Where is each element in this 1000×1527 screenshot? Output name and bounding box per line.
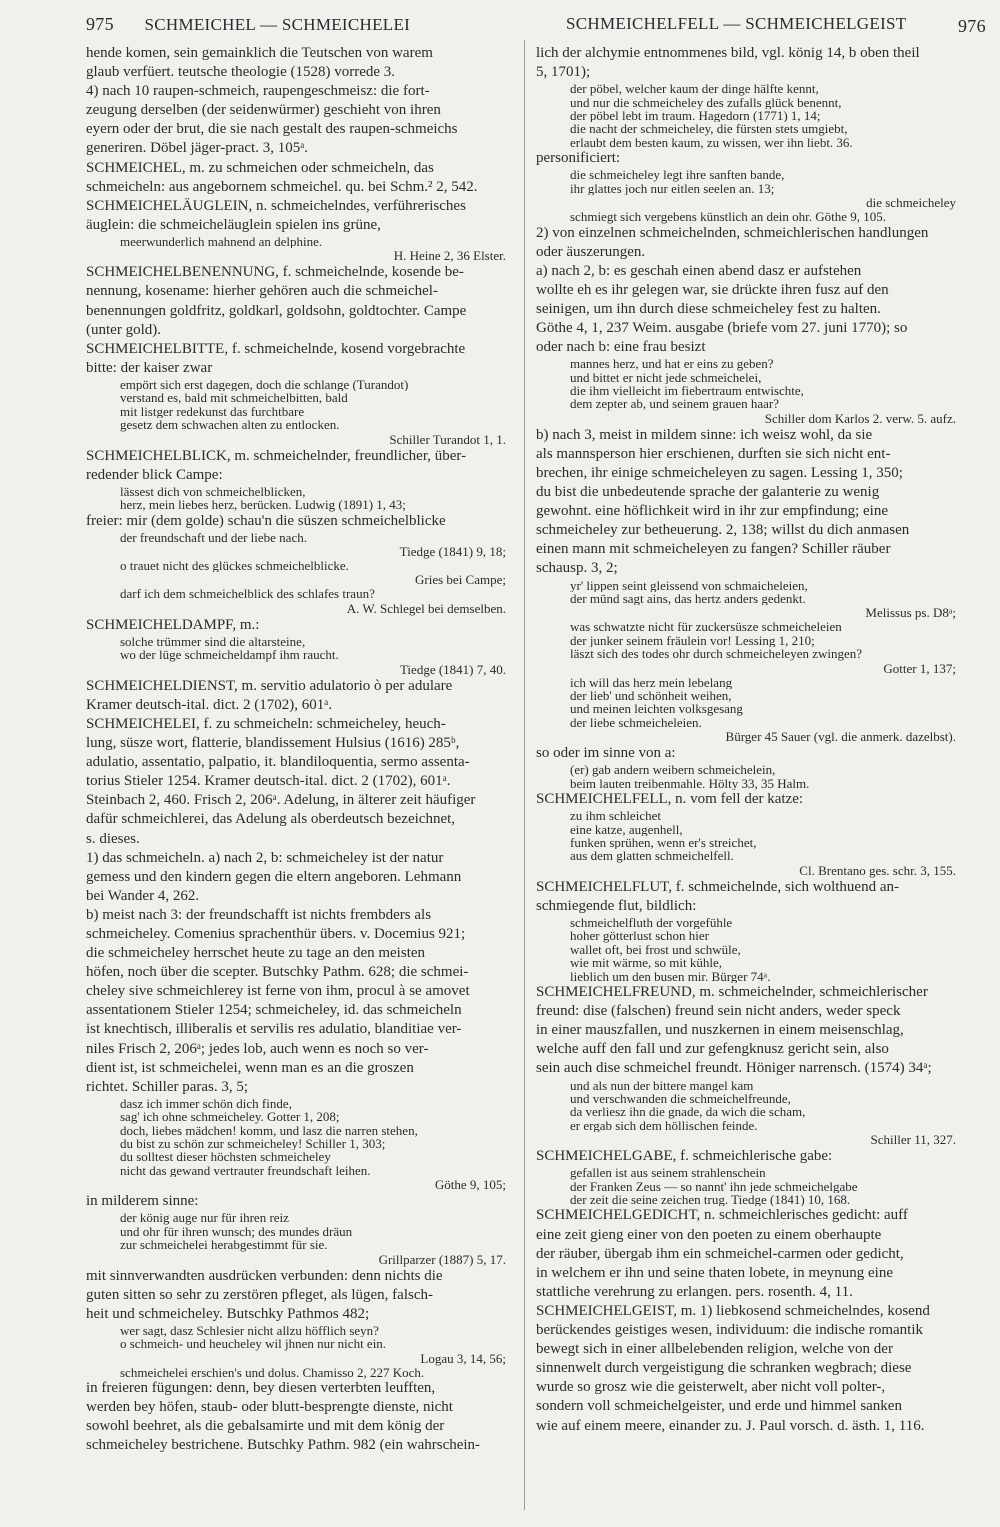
quote-line: lieblich um den busen mir. Bürger 74ᵃ. [570,969,771,984]
quote-line: der pöbel, welcher kaum der dinge hälfte kennt, [570,82,819,96]
quote-line: hoher götterlust schon hier [570,929,709,943]
quote-line: lässest dich von schmeichelblicken, [120,484,306,499]
headword-line: SCHMEICHELDAMPF, m.: [86,616,260,633]
text-line: glaub verfüert. teutsche theologie (1528) vorrede 3. [86,64,396,81]
quote-line: doch, liebes mädchen! komm, und lasz die narren stehen, [120,1123,418,1138]
quote-line: die ihm vielleicht im fiebertraum entwischte, [570,384,804,398]
text-line: (unter gold). [86,321,161,338]
headword-line: SCHMEICHELEI, f. zu schmeicheln: schmeicheley, heuch- [86,715,446,732]
source-citation: Logau 3, 14, 56; [420,1350,506,1366]
quote-line: und nur die schmeicheley des zufalls glück benennt, [570,95,842,109]
quote-line: meerwunderlich mahnend an delphine. [120,234,323,249]
text-line: wollte eh es ihr gelegen war, sie drückte ihren fusz auf den [536,281,889,298]
headword-line: SCHMEICHELBENENNUNG, f. schmeichelnde, kosende be- [86,264,464,281]
quote-intro-line: freier: mir (dem golde) schau'n die süszen schmeichelblicke [86,512,446,529]
quote-line: sag' ich ohne schmeicheley. Gotter 1, 208; [120,1110,340,1124]
quote-line: der liebe schmeicheleien. [570,715,702,730]
quote-line: schmeichelei erschien's und dolus. Chamisso 2, 227 Koch. [120,1365,425,1380]
quote-line: ihr glattes joch nur eitlen seelen an. 13; [570,181,775,196]
text-line: seinigen, um ihn durch diese schmeicheley fest zu halten. [536,300,881,317]
text-line: 2) von einzelnen schmeichelnden, schmeichlerischen handlungen [536,224,929,241]
text-line: welche auff den fall und zur gefengknusz gericht sein, also [536,1041,889,1058]
quote-line: zur schmeichelei herabgestimmt für sie. [120,1238,328,1252]
text-line: dient ist, ist schmeichelei, wenn man es an die groszen [86,1059,414,1076]
right-page-header [566,14,986,36]
quote-line: aus dem glatten schmeichelfell. [570,849,734,863]
source-citation: A. W. Schlegel bei demselben. [346,600,506,616]
text-line: heit und schmeicheley. Butschky Pathmos 482; [86,1305,370,1322]
quote-intro-line: personificiert: [536,150,621,167]
headword-line: SCHMEICHELDIENST, m. servitio adulatorio ò per adulare [86,677,453,694]
quote-line: eine katze, augenhell, [570,822,683,837]
quote-line: du solltest dieser höchsten schmeicheley [120,1150,331,1164]
text-line: mit sinnverwandten ausdrücken verbunden: denn nichts die [86,1267,443,1284]
text-line: ist knechtisch, illiberalis et servilis res adulatio, blanditiae ver- [86,1021,462,1038]
text-line: schmeicheley. Comenius sprachenthür übers. v. Docemius 921; [86,925,466,942]
headword-line: SCHMEICHEL, m. zu schmeichen oder schmeicheln, das [86,159,434,176]
headword-line: SCHMEICHELGEDICHT, n. schmeichlerisches gedicht: auff [536,1207,908,1224]
column-divider [524,40,525,1510]
text-line: brechen, ihr einige schmeicheleyen zu sagen. Lessing 1, 350; [536,465,903,481]
headword-line: SCHMEICHELFELL, n. vom fell der katze: [536,791,804,808]
quote-line: verstand es, bald mit schmeichelbitten, bald [120,391,348,405]
text-line: Steinbach 2, 460. Frisch 2, 206ᵃ. Adelung, in älterer zeit häufiger [86,792,476,809]
source-citation: Göthe 9, 105; [434,1177,506,1193]
text-line: stattliche verehrung zu erlangen. pers. rosenth. 4, 11. [536,1283,853,1300]
quote-line: der mūnd sagt ains, das hertz anders gedenkt. [570,591,806,606]
text-line: höfen, noch über die scepter. Butschky Pathm. 628; die schmei- [86,964,469,981]
text-line: wurde so grosz wie die geisterwelt, aber nicht voll polter-, [536,1379,886,1396]
quote-line: gesetz dem schwachen alten zu entlocken. [120,418,340,432]
text-line: guten sitten so sehr zu zerstören pfleget, als lügen, falsch- [86,1286,433,1303]
quote-line: beim lauten treibenmahle. Hölty 33, 35 Halm. [570,776,810,791]
quote-line: der freundschaft und der liebe nach. [120,530,307,545]
quote-line: schmeichelfluth der vorgefühle [570,916,733,930]
quote-line: wo der lüge schmeicheldampf ihm raucht. [120,648,339,662]
source-citation: Schiller dom Karlos 2. verw. 5. aufz. [764,410,956,426]
text-line: a) nach 2, b: es geschah einen abend dasz er aufstehen [536,262,862,279]
quote-line: der lieb' und schönheit weihen, [570,689,732,703]
text-line: eine zeit gieng einer von den poeten zu einem oberhaupte [536,1226,882,1243]
text-line: sein auch dise schmeichel freundt. Höniger narrensch. (1574) 34ᵃ; [536,1060,932,1077]
quote-line: schmiegt sich vergebens künstlich an dein ohr. Göthe 9, 105. [570,210,887,224]
text-line: freund: dise (falschen) freund sein nicht anders, weder speck [536,1003,901,1020]
text-line: assentationem Stieler 1254; schmeicheley, id. das schmeicheln [86,1002,462,1019]
quote-line: läszt sich des todes ohr durch schmeicheleyen zwingen? [570,647,863,661]
quote-line: da verliesz ihn die gnade, da wich die scham, [570,1105,806,1119]
text-line: schmeicheley bestrichene. Butschky Pathm. 982 (ein wahrschein- [86,1437,481,1454]
left-text-column [86,44,514,1514]
quote-line: was schwatzte nicht für zuckersüsze schmeicheleien [570,620,842,634]
text-line: adulatio, assentatio, palpatio, it. blandiloquentia, sermo assenta- [86,754,470,771]
source-citation: Grillparzer (1887) 5, 17. [378,1251,506,1267]
text-line: lung, süsze wort, flatterie, blandissement Hulsius (1616) 285ᵇ, [86,735,460,752]
text-line: eyern oder der brut, die sie nach gestalt des raupen-schmeichs [86,121,458,138]
text-line: cheley sive schmeichlerey ist ferne von ihm, procul à se amovet [86,983,470,1000]
text-line: äuglein: die schmeicheläuglein spielen ins grüne, [86,216,381,233]
headword-line: SCHMEICHELBITTE, f. schmeichelnde, kosend vorgebrachte [86,340,466,357]
headword-line: SCHMEICHELÄUGLEIN, n. schmeichelndes, verführerisches [86,197,466,214]
text-line: niles Frisch 2, 206ᵃ; jedes lob, auch wenn es noch so ver- [86,1040,429,1057]
quote-line: nicht das gewand vertrauter freundschaft leihen. [120,1163,371,1178]
source-citation: Bürger 45 Sauer (vgl. die anmerk. dazelbst). [725,729,956,745]
quote-line: mannes herz, und hat er eins zu geben? [570,357,774,371]
source-citation: Tiedge (1841) 9, 18; [399,544,506,560]
quote-line: o schmeich- und heucheley wil jhnen nur nicht ein. [120,1337,387,1351]
text-line: oder äuszerungen. [536,243,646,260]
text-line: Göthe 4, 1, 237 Weim. ausgabe (briefe vom 27. juni 1770); so [536,320,908,336]
text-line: nennung, kosename: hierher gehören auch die schmeichel- [86,283,438,300]
source-citation: Schiller 11, 327. [870,1132,956,1148]
quote-line: dasz ich immer schön dich finde, [120,1096,292,1111]
quote-line: der junker seinem fräulein vor! Lessing 1, 210; [570,633,815,648]
source-citation: Gries bei Campe; [415,572,506,588]
text-line: der räuber, übergab ihm ein schmeichel-carmen oder gedicht, [536,1245,904,1262]
quote-line: yr' lippen seint gleissend von schmaicheleien, [570,578,808,592]
text-line: berückendes geistiges wesen, individuum: die indische romantik [536,1322,923,1339]
quote-line: gefallen ist aus seinem strahlenschein [570,1166,766,1180]
quote-intro-line: so oder im sinne von a: [536,745,676,762]
text-line: oder nach b: eine frau besizt [536,339,706,356]
text-line: du bist die unbedeutende sprache der galanterie zu wenig [536,484,880,501]
text-line: sowohl beehret, als die gebalsamirte und mit dem könig der [86,1418,445,1435]
quote-line: wie mit wärme, so mit kühle, [570,956,723,970]
headword-line: SCHMEICHELFREUND, m. schmeichelnder, schmeichlerischer [536,984,928,1001]
text-line: in welchem er ihn und seine thaten lobete, in meynung eine [536,1264,893,1281]
right-text-column [536,44,964,1514]
text-line: sinnenwelt durch vergeistigung die schranken wegbrach; diese [536,1360,912,1377]
text-line: benennungen goldfritz, goldkarl, goldsohn, goldtochter. Campe [86,302,467,319]
text-line: in einer mauszfallen, und nuszkernen in einem meisenschlag, [536,1022,904,1039]
quote-line: der zeit die seine zeichen trug. Tiedge (1841) 10, 168. [570,1193,851,1207]
text-line: schausp. 3, 2; [536,560,618,577]
text-line: generiren. Döbel jäger-pract. 3, 105ᵃ. [86,140,309,157]
source-citation: Gotter 1, 137; [883,660,956,676]
source-citation: die schmeicheley [866,195,956,211]
quote-line: er ergab sich dem höllischen feinde. [570,1118,758,1133]
text-line: zeugung derselben (der seidenwürmer) geschieht von ihren [86,102,441,119]
quote-line: und ohr für ihren wunsch; des mundes dräun [120,1224,353,1239]
text-line: s. dieses. [86,830,140,847]
source-citation: Tiedge (1841) 7, 40. [399,661,506,677]
quote-line: die nacht der schmeicheley, die fürsten stets umgiebt, [570,122,848,136]
text-line: 5, 1701); [536,64,591,81]
text-line: bewegt sich in einer allbelebenden religion, welche von der [536,1341,893,1358]
quote-line: funken sprühen, wenn er's streichet, [570,836,757,850]
text-line: dafür schmeichlerei, das Adelung als oberdeutsch bezeichnet, [86,811,456,828]
quote-line: darf ich dem schmeichelblick des schlafes traun? [120,587,375,601]
left-page-header [86,14,410,35]
headword-line: SCHMEICHELGEIST, m. 1) liebkosend schmeichelndes, kosend [536,1302,930,1319]
text-line: 4) nach 10 raupen-schmeich, raupengeschmeisz: die fort- [86,83,430,100]
text-line: die schmeicheley herrschet heute zu tage an den meisten [86,945,426,962]
source-citation: Cl. Brentano ges. schr. 3, 155. [799,862,956,878]
text-line: wie auf einem meere, einander zu. J. Paul vorsch. d. ästh. 1, 116. [536,1417,925,1434]
quote-line: erlaubt dem besten kaum, zu wissen, wer ihn liebt. 36. [570,135,853,150]
text-line: b) meist nach 3: der freundschafft ist nichts frembders als [86,906,432,923]
right-page-number: 976 [958,16,986,36]
quote-line: wallet oft, bei frost und schwüle, [570,942,741,957]
text-line: als mannsperson hier erschienen, durften sie sich nicht ent- [536,445,891,462]
quote-line: der pöbel lebt im traum. Hagedorn (1771) 1, 14; [570,109,821,123]
text-line: sondern voll schmeichelgeister, und erde und himmel sanken [536,1398,902,1415]
left-page-number: 975 [86,14,114,34]
text-line: werden bey höfen, staub- oder blutt-besprengte dienste, nicht [86,1399,453,1416]
quote-line: und als nun der bittere mangel kam [570,1078,754,1092]
text-line: bei Wander 4, 262. [86,887,200,904]
source-citation: H. Heine 2, 36 Elster. [393,248,506,264]
text-line: gemess und den kindern gegen die eltern angeboren. Lehmann [86,868,462,885]
quote-line: zu ihm schleichet [570,809,661,823]
quote-line: wer sagt, dasz Schlesier nicht allzu höfflich seyn? [120,1323,379,1338]
quote-line: herz, mein liebes herz, berücken. Ludwig (1891) 1, 43; [120,498,406,512]
text-line: b) nach 3, meist in mildem sinne: ich weisz wohl, da sie [536,426,873,443]
text-line: in freieren fügungen: denn, bey diesen verterbten leufften, [86,1380,436,1397]
text-line: lich der alchymie entnommenes bild, vgl. könig 14, b oben theil [536,45,920,61]
text-line: hende komen, sein gemainklich die Teutschen von warem [86,45,433,61]
left-running-title: SCHMEICHEL — SCHMEICHELEI [144,15,411,34]
text-line: redender blick Campe: [86,466,223,483]
quote-line: mit listger redekunst das furchtbare [120,404,305,419]
text-line: schmeicheln: aus angebornem schmeichel. qu. bei Schm.² 2, 542. [86,178,478,195]
quote-line: der könig auge nur für ihren reiz [120,1211,289,1225]
text-line: schmeicheley zur betheuerung. 2, 138; willst du dich anmasen [536,522,910,539]
quote-line: o trauet nicht des glückes schmeichelblicke. [120,559,349,573]
headword-line: SCHMEICHELFLUT, f. schmeichelnde, sich wolthuend an- [536,878,899,895]
quote-line: und meinen leichten volksgesang [570,702,743,716]
text-line: 1) das schmeicheln. a) nach 2, b: schmeicheley ist der natur [86,849,444,866]
quote-line: du bist zu schön zur schmeicheley! Schiller 1, 303; [120,1137,386,1151]
text-line: schmiegende flut, bildlich: [536,897,697,914]
text-line: einen mann mit schmeicheleyen zu fangen? Schiller räuber [536,541,891,558]
right-running-title: SCHMEICHELFELL — SCHMEICHELGEIST [566,14,907,33]
quote-line: ich will das herz mein lebelang [570,675,733,689]
quote-line: die schmeicheley legt ihre sanften bande, [570,168,785,182]
text-line: richtet. Schiller paras. 3, 5; [86,1078,249,1095]
quote-line: (er) gab andern weibern schmeichelein, [570,763,776,777]
quote-line: solche trümmer sind die altarsteine, [120,634,306,649]
text-line: bitte: der kaiser zwar [86,359,213,376]
quote-line: dem zepter ab, und seinem grauen haar? [570,397,779,411]
headword-line: SCHMEICHELGABE, f. schmeichlerische gabe: [536,1148,833,1165]
quote-intro-line: in milderem sinne: [86,1193,199,1210]
quote-line: und bittet er nicht jede schmeichelei, [570,370,762,384]
headword-line: SCHMEICHELBLICK, m. schmeichelnder, freundlicher, über- [86,447,467,464]
quote-line: und verschwanden die schmeichelfreunde, [570,1091,791,1106]
quote-line: der Franken Zeus — so nannt' ihn jede schmeichelgabe [570,1179,858,1194]
quote-line: empört sich erst dagegen, doch die schlange (Turandot) [120,377,409,392]
text-line: gewohnt. eine höflichkeit wird in ihr zur empfindung; eine [536,503,888,520]
source-citation: Schiller Turandot 1, 1. [389,431,506,447]
text-line: torius Stieler 1254. Kramer deutsch-ital. dict. 2 (1702), 601ᵃ. [86,773,451,790]
source-citation: Melissus ps. D8ᵃ; [865,605,956,621]
text-line: Kramer deutsch-ital. dict. 2 (1702), 601ᵃ. [86,696,333,713]
